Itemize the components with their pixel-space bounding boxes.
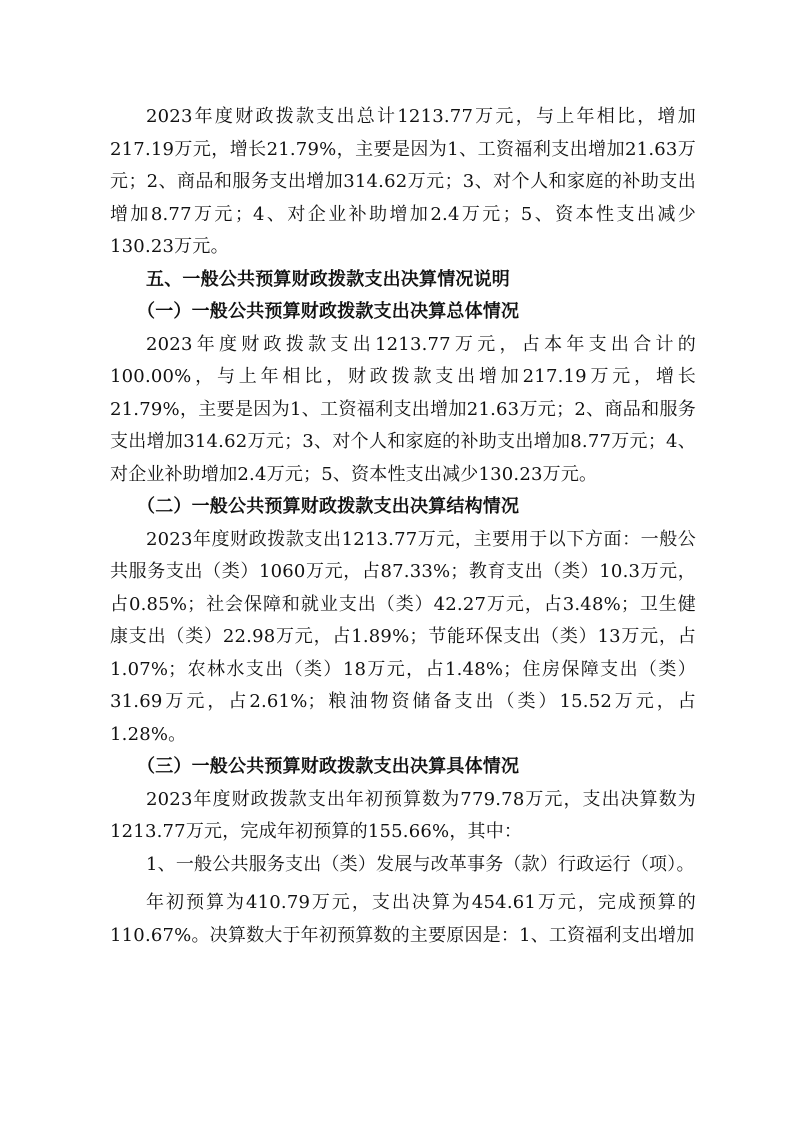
paragraph-item-1: 1、一般公共服务支出（类）发展与改革事务（款）行政运行（项）。: [146, 853, 695, 875]
paragraph-structure: 2023年度财政拨款支出1213.77万元，主要用于以下方面：一般公共服务支出（类）1060万元，占87.33%；教育支出（类）10.3万元，占0.85%；社会保障和就业支出（类）42.27万元，占3.48%；卫生健康支出（类）22.98万元，占1.89%；节能环保支出（类）13万元，占1.07%；农林水支出（类）18万元，占1.48%；住房保障支出（类）31.69万元，占2.61%；粮油物资储备支出（类）15.52万元，占1.28%。: [110, 528, 696, 745]
document-body: [110, 101, 696, 952]
paragraph-overall: 2023年度财政拨款支出1213.77万元，占本年支出合计的100.00%，与上年相比，财政拨款支出增加217.19万元，增长21.79%，主要是因为1、工资福利支出增加21.63万元；2、商品和服务支出增加314.62万元；3、对个人和家庭的补助支出增加8.77万元；4、对企业补助增加2.4万元；5、资本性支出减少130.23万元。: [110, 333, 696, 485]
paragraph-total-expenditure: 2023年度财政拨款支出总计1213.77万元，与上年相比，增加217.19万元，增长21.79%，主要是因为1、工资福利支出增加21.63万元；2、商品和服务支出增加314.62万元；3、对个人和家庭的补助支出增加8.77万元；4、对企业补助增加2.4万元；5、资本性支出减少130.23万元。: [110, 106, 696, 257]
paragraph-details-intro: 2023年度财政拨款支出年初预算数为779.78万元，支出决算数为1213.77万元，完成年初预算的155.66%，其中：: [110, 788, 696, 842]
paragraph-item-1-budget: 年初预算为410.79万元，支出决算为454.61万元，完成预算的110.67%。决算数大于年初预算数的主要原因是：1、工资福利支出增加: [110, 892, 696, 946]
subsection-heading-structure: （二）一般公共预算财政拨款支出决算结构情况: [137, 496, 520, 517]
subsection-heading-details: （三）一般公共预算财政拨款支出决算具体情况: [137, 756, 520, 777]
subsection-heading-overall: （一）一般公共预算财政拨款支出决算总体情况: [137, 301, 520, 322]
section-heading-5: 五、一般公共预算财政拨款支出决算情况说明: [146, 268, 510, 290]
